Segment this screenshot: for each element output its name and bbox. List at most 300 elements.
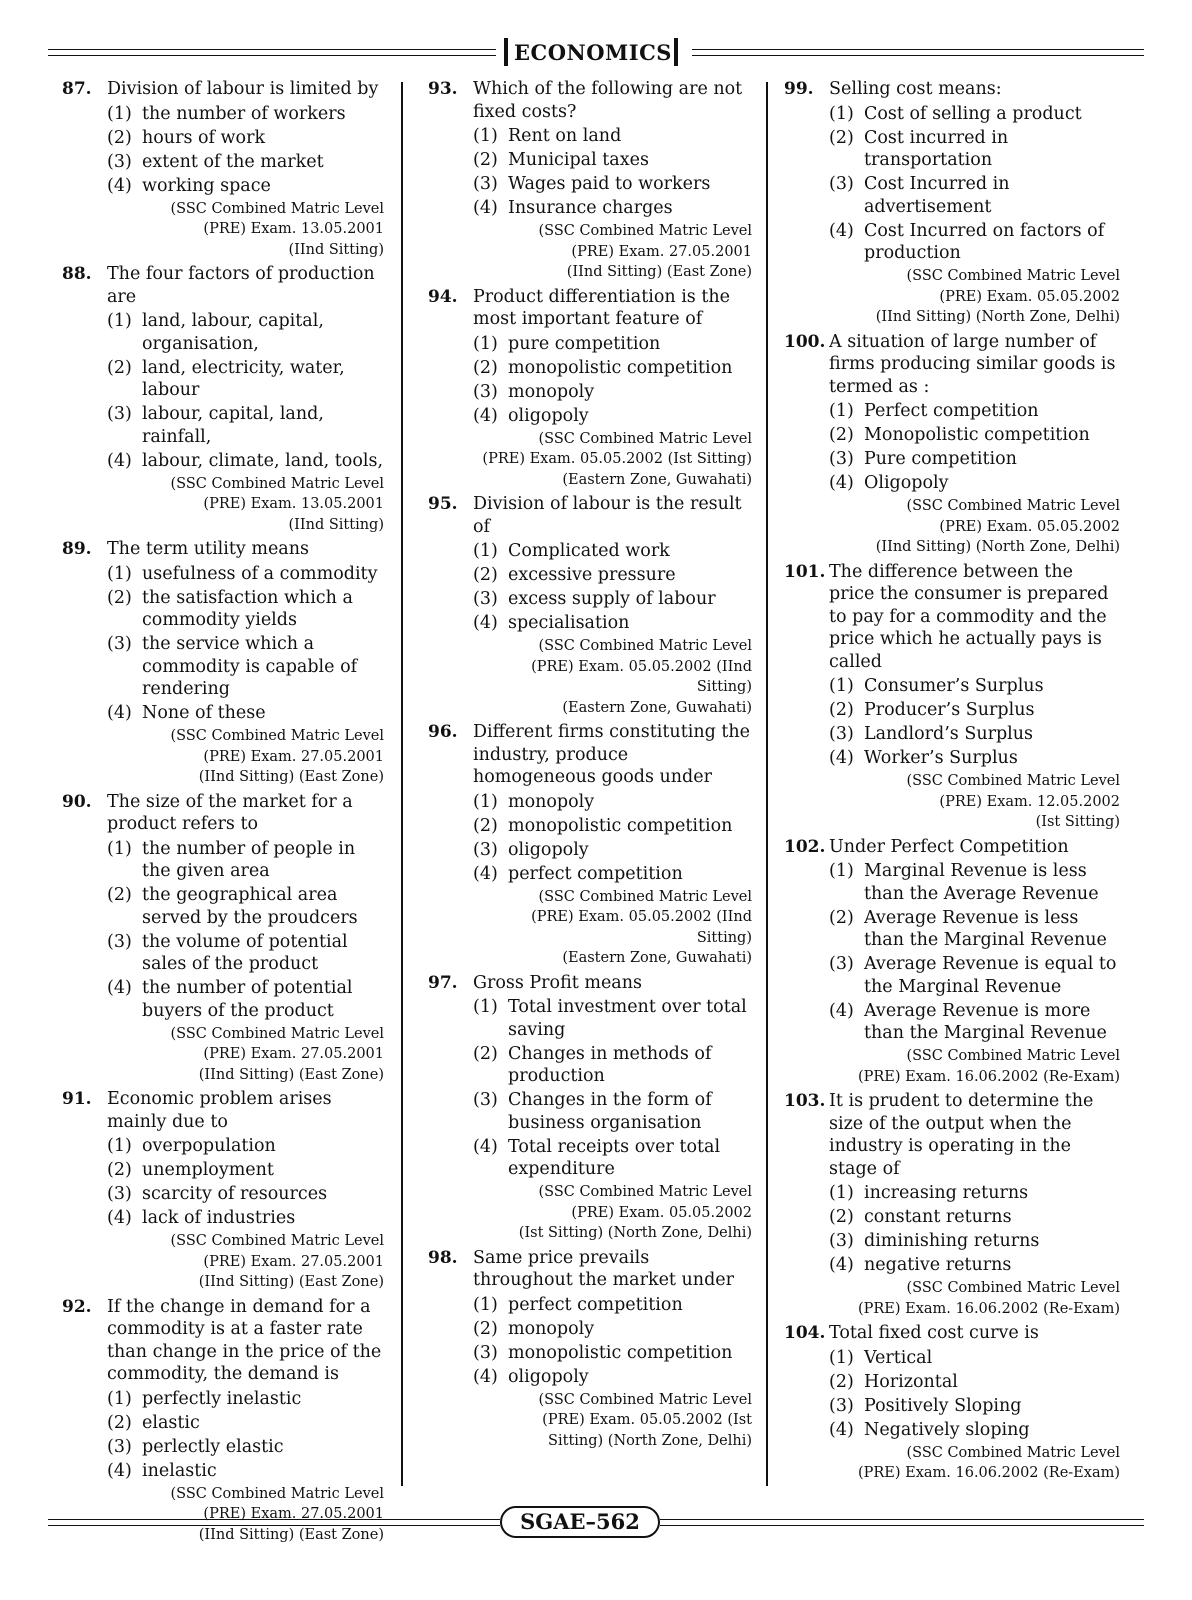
option-text: Marginal Revenue is less than the Average Revenue xyxy=(864,861,1099,904)
footer-rule-left xyxy=(48,1519,500,1526)
question-number: 96. xyxy=(428,722,458,742)
question-text: Different firms constituting the industry, produce homogeneous goods under xyxy=(473,722,751,787)
option-text: Wages paid to workers xyxy=(508,174,711,194)
answer-option xyxy=(107,884,384,929)
question xyxy=(428,493,752,718)
option-number: (1) xyxy=(473,1294,498,1315)
exam-source: (SSC Combined Matric Level (PRE) Exam. 13.05.2001 (IInd Sitting) xyxy=(170,200,384,258)
option-text: perfect competition xyxy=(508,1294,683,1315)
answer-option xyxy=(107,175,384,198)
question-text: Which of the following are not fixed costs? xyxy=(473,79,743,122)
option-text: pure competition xyxy=(508,333,661,354)
question xyxy=(784,331,1120,558)
question-number: 90. xyxy=(62,791,92,812)
option-text: Perfect competition xyxy=(864,401,1039,421)
answer-option xyxy=(107,450,384,473)
answer-option xyxy=(107,1183,384,1206)
answer-option xyxy=(107,563,384,586)
option-text: labour, climate, land, tools, xyxy=(142,450,384,471)
exam-source: (SSC Combined Matric Level (PRE) Exam. 05.05.2002 (IInd Sitting) (North Zone, Delhi) xyxy=(875,498,1120,555)
option-number: (4) xyxy=(829,748,854,768)
header-bar-right xyxy=(674,38,678,66)
option-text: constant returns xyxy=(864,1207,1012,1227)
answer-option xyxy=(473,333,752,356)
answer-option xyxy=(107,1135,384,1158)
page-header xyxy=(48,38,1144,68)
question xyxy=(62,538,384,788)
option-number: (3) xyxy=(107,634,132,654)
page-code-badge: SGAE–562 xyxy=(500,1506,660,1538)
option-number: (3) xyxy=(473,1342,498,1363)
answer-option xyxy=(107,977,384,1022)
question-text: Selling cost means: xyxy=(829,79,1002,99)
question xyxy=(784,78,1120,328)
question xyxy=(428,721,752,969)
answer-option xyxy=(107,151,384,174)
answer-option xyxy=(829,907,1120,952)
answer-option xyxy=(829,747,1120,770)
question-text: It is prudent to determine the size of the output when the industry is operating in the stage of xyxy=(829,1091,1094,1179)
option-text: Vertical xyxy=(864,1347,933,1368)
option-text: the number of potential buyers of the product xyxy=(142,978,353,1021)
option-number: (2) xyxy=(107,885,132,905)
option-text: Monopolistic competition xyxy=(864,425,1090,445)
option-text: Horizontal xyxy=(864,1371,958,1392)
column-divider xyxy=(766,82,768,1486)
answer-option xyxy=(473,1089,752,1134)
column-2 xyxy=(428,78,752,1454)
option-text: elastic xyxy=(142,1412,200,1433)
exam-source: (SSC Combined Matric Level (PRE) Exam. 05.05.2002 (IInd Sitting) (Eastern Zone, Guwahati) xyxy=(531,888,752,966)
option-text: increasing returns xyxy=(864,1183,1029,1203)
option-number: (2) xyxy=(829,907,854,928)
option-text: Oligopoly xyxy=(864,473,949,493)
answer-option xyxy=(107,838,384,883)
question-text: The term utility means xyxy=(107,539,309,559)
answer-option xyxy=(473,588,752,611)
option-text: land, electricity, water, labour xyxy=(142,357,345,400)
option-text: Pure competition xyxy=(864,449,1017,469)
answer-option xyxy=(107,1436,384,1459)
answer-option xyxy=(473,125,752,148)
option-number: (1) xyxy=(829,401,854,421)
option-number: (1) xyxy=(829,861,854,881)
option-number: (1) xyxy=(107,103,132,124)
option-number: (2) xyxy=(473,815,498,836)
option-number: (4) xyxy=(829,1255,854,1275)
exam-source: (SSC Combined Matric Level (PRE) Exam. 05.05.2002 (Ist Sitting) (Eastern Zone, Guwahati) xyxy=(482,430,752,488)
answer-option xyxy=(473,173,752,196)
answer-option xyxy=(107,587,384,632)
answer-option xyxy=(473,381,752,404)
answer-option xyxy=(473,1043,752,1088)
option-number: (2) xyxy=(473,357,498,378)
question xyxy=(784,1090,1120,1319)
question xyxy=(62,1088,384,1293)
option-text: oligopoly xyxy=(508,1366,589,1387)
answer-option xyxy=(473,1366,752,1389)
answer-option xyxy=(107,1207,384,1230)
answer-option xyxy=(473,612,752,635)
answer-option xyxy=(829,472,1120,495)
option-text: land, labour, capital, organisation, xyxy=(142,311,324,354)
option-number: (2) xyxy=(473,150,498,170)
question xyxy=(784,836,1120,1088)
option-number: (4) xyxy=(473,863,498,884)
answer-option xyxy=(829,173,1120,218)
question-text: Product differentiation is the most important feature of xyxy=(473,286,730,329)
option-number: (2) xyxy=(107,127,132,148)
option-text: monopoly xyxy=(508,381,595,402)
option-text: lack of industries xyxy=(142,1208,296,1228)
option-number: (3) xyxy=(473,174,498,194)
question-text: Division of labour is limited by xyxy=(107,79,379,99)
option-text: perfectly inelastic xyxy=(142,1388,302,1409)
exam-source: (SSC Combined Matric Level (PRE) Exam. 13.05.2001 (IInd Sitting) xyxy=(170,475,384,533)
question-text: If the change in demand for a commodity is at a faster rate than change in the price of the commodity, the demand is xyxy=(107,1296,382,1384)
option-number: (2) xyxy=(829,425,854,445)
option-text: Cost Incurred in advertisement xyxy=(864,174,1010,217)
option-number: (1) xyxy=(829,103,854,124)
option-text: Changes in methods of production xyxy=(508,1043,712,1086)
answer-option xyxy=(829,448,1120,471)
option-number: (1) xyxy=(829,1347,854,1368)
answer-option xyxy=(473,149,752,172)
question-number: 89. xyxy=(62,539,92,559)
question xyxy=(428,78,752,283)
option-number: (2) xyxy=(107,587,132,608)
option-number: (1) xyxy=(829,1183,854,1203)
question-text: Division of labour is the result of xyxy=(473,494,742,537)
option-text: Positively Sloping xyxy=(864,1395,1022,1416)
option-text: Negatively sloping xyxy=(864,1419,1030,1440)
question-number: 91. xyxy=(62,1089,92,1109)
option-number: (3) xyxy=(829,1231,854,1251)
question-text: The difference between the price the consumer is prepared to pay for a commodity and the price which he actually pays is called xyxy=(829,561,1109,672)
option-text: perlectly elastic xyxy=(142,1436,284,1457)
option-number: (3) xyxy=(829,174,854,194)
option-text: negative returns xyxy=(864,1255,1012,1275)
answer-option xyxy=(473,815,752,838)
answer-option xyxy=(829,1230,1120,1253)
exam-source: (SSC Combined Matric Level (PRE) Exam. 05.05.2002 (IInd Sitting) (Eastern Zone, Guwahati) xyxy=(531,638,752,716)
option-number: (3) xyxy=(473,839,498,860)
answer-option xyxy=(829,220,1120,265)
option-text: hours of work xyxy=(142,127,266,148)
column-3 xyxy=(784,78,1120,1487)
option-number: (1) xyxy=(473,791,498,812)
option-number: (4) xyxy=(107,175,132,196)
answer-option xyxy=(473,197,752,220)
question-number: 98. xyxy=(428,1247,458,1268)
option-number: (1) xyxy=(107,838,132,859)
answer-option xyxy=(829,1254,1120,1277)
option-number: (2) xyxy=(829,127,854,148)
option-number: (1) xyxy=(473,997,498,1017)
option-text: Insurance charges xyxy=(508,198,673,218)
answer-option xyxy=(107,403,384,448)
option-text: Rent on land xyxy=(508,126,622,146)
question-text: The size of the market for a product refers to xyxy=(107,791,353,834)
option-number: (1) xyxy=(107,1136,132,1156)
option-text: excess supply of labour xyxy=(508,589,716,609)
option-number: (4) xyxy=(107,978,132,998)
question xyxy=(784,1322,1120,1484)
option-number: (1) xyxy=(107,311,132,331)
option-number: (1) xyxy=(473,541,498,561)
option-number: (1) xyxy=(107,563,132,584)
answer-option xyxy=(829,103,1120,126)
option-text: Average Revenue is more than the Marginal Revenue xyxy=(864,1000,1107,1043)
answer-option xyxy=(473,405,752,428)
answer-option xyxy=(829,424,1120,447)
option-number: (1) xyxy=(473,126,498,146)
answer-option xyxy=(107,103,384,126)
question-number: 95. xyxy=(428,494,458,514)
question-number: 93. xyxy=(428,79,458,99)
option-number: (4) xyxy=(473,613,498,633)
question-number: 97. xyxy=(428,972,458,993)
option-number: (2) xyxy=(107,1160,132,1180)
option-text: Complicated work xyxy=(508,541,670,561)
answer-option xyxy=(473,1342,752,1365)
option-text: labour, capital, land, rainfall, xyxy=(142,404,324,447)
option-number: (4) xyxy=(107,703,132,723)
option-number: (1) xyxy=(107,1388,132,1409)
answer-option xyxy=(829,1395,1120,1418)
option-number: (4) xyxy=(473,1136,498,1157)
answer-option xyxy=(473,357,752,380)
option-number: (4) xyxy=(829,1000,854,1021)
option-number: (4) xyxy=(829,1419,854,1440)
option-number: (3) xyxy=(829,1395,854,1416)
option-text: inelastic xyxy=(142,1460,217,1481)
answer-option xyxy=(829,400,1120,423)
question-number: 99. xyxy=(784,79,814,99)
option-number: (2) xyxy=(829,1371,854,1392)
answer-option xyxy=(107,633,384,701)
header-bar-left xyxy=(504,38,508,66)
option-text: usefulness of a commodity xyxy=(142,563,378,584)
exam-source: (SSC Combined Matric Level (PRE) Exam. 27.05.2001 (IInd Sitting) (East Zone) xyxy=(170,1485,384,1543)
option-text: Total investment over total saving xyxy=(508,997,747,1040)
option-text: Cost Incurred on factors of production xyxy=(864,220,1105,263)
answer-option xyxy=(107,357,384,402)
answer-option xyxy=(107,1159,384,1182)
option-text: Cost of selling a product xyxy=(864,103,1082,124)
exam-source: (SSC Combined Matric Level (PRE) Exam. 27.05.2001 (IInd Sitting) (East Zone) xyxy=(538,223,752,280)
question-number: 101. xyxy=(784,561,826,582)
answer-option xyxy=(829,127,1120,172)
option-text: monopolistic competition xyxy=(508,815,733,836)
question xyxy=(62,263,384,535)
answer-option xyxy=(829,1182,1120,1205)
option-number: (4) xyxy=(829,220,854,241)
option-text: Worker’s Surplus xyxy=(864,748,1018,768)
question-text: Total fixed cost curve is xyxy=(829,1323,1039,1343)
option-text: Average Revenue is equal to the Marginal Revenue xyxy=(864,954,1117,997)
option-number: (3) xyxy=(829,724,854,744)
option-number: (3) xyxy=(107,931,132,952)
option-number: (2) xyxy=(473,1043,498,1064)
question-text: Under Perfect Competition xyxy=(829,836,1069,857)
answer-option xyxy=(473,839,752,862)
answer-option xyxy=(107,931,384,976)
option-number: (3) xyxy=(473,1090,498,1110)
exam-source: (SSC Combined Matric Level (PRE) Exam. 27.05.2001 (IInd Sitting) (East Zone) xyxy=(170,1025,384,1083)
question-number: 94. xyxy=(428,286,458,307)
answer-option xyxy=(473,863,752,886)
option-number: (3) xyxy=(473,589,498,609)
answer-option xyxy=(107,1460,384,1483)
question-number: 100. xyxy=(784,331,826,352)
option-text: Total receipts over total expenditure xyxy=(508,1136,721,1179)
option-text: Cost incurred in transportation xyxy=(864,127,1009,170)
option-text: working space xyxy=(142,175,271,196)
option-number: (2) xyxy=(829,1207,854,1227)
answer-option xyxy=(473,1318,752,1341)
header-rule-right xyxy=(692,49,1144,56)
option-number: (4) xyxy=(473,1366,498,1387)
answer-option xyxy=(829,1000,1120,1045)
question-text: A situation of large number of firms producing similar goods is termed as : xyxy=(829,331,1116,397)
option-text: Municipal taxes xyxy=(508,150,649,170)
question xyxy=(784,561,1120,833)
header-rule-left xyxy=(48,49,496,56)
option-text: oligopoly xyxy=(508,839,589,860)
option-number: (4) xyxy=(473,198,498,218)
exam-source: (SSC Combined Matric Level (PRE) Exam. 16.06.2002 (Re-Exam) xyxy=(857,1280,1120,1317)
question-text: Same price prevails throughout the market under xyxy=(473,1247,734,1290)
exam-source: (SSC Combined Matric Level (PRE) Exam. 12.05.2002 (Ist Sitting) xyxy=(906,773,1120,830)
option-number: (4) xyxy=(829,473,854,493)
answer-option xyxy=(107,1412,384,1435)
option-text: the service which a commodity is capable of rendering xyxy=(142,634,358,699)
option-text: Landlord’s Surplus xyxy=(864,724,1034,744)
question xyxy=(428,972,752,1244)
answer-option xyxy=(829,1206,1120,1229)
exam-source: (SSC Combined Matric Level (PRE) Exam. 16.06.2002 (Re-Exam) xyxy=(857,1048,1120,1085)
exam-source: (SSC Combined Matric Level (PRE) Exam. 16.06.2002 (Re-Exam) xyxy=(857,1444,1120,1481)
option-number: (4) xyxy=(107,450,132,471)
question-text: The four factors of production are xyxy=(107,264,375,307)
option-text: monopoly xyxy=(508,1318,595,1339)
option-text: the number of people in the given area xyxy=(142,838,356,881)
question-number: 92. xyxy=(62,1296,92,1317)
option-number: (4) xyxy=(473,405,498,426)
option-number: (3) xyxy=(473,381,498,402)
option-text: extent of the market xyxy=(142,151,324,172)
answer-option xyxy=(473,540,752,563)
option-text: the satisfaction which a commodity yields xyxy=(142,587,353,630)
question-number: 103. xyxy=(784,1091,826,1111)
option-text: the volume of potential sales of the product xyxy=(142,931,348,974)
option-number: (3) xyxy=(107,1184,132,1204)
option-number: (2) xyxy=(107,357,132,378)
option-text: None of these xyxy=(142,703,266,723)
answer-option xyxy=(829,953,1120,998)
question xyxy=(428,286,752,491)
option-text: oligopoly xyxy=(508,405,589,426)
answer-option xyxy=(107,1388,384,1411)
option-number: (2) xyxy=(829,700,854,720)
option-text: the geographical area served by the proudcers xyxy=(142,885,358,928)
exam-source: (SSC Combined Matric Level (PRE) Exam. 27.05.2001 (IInd Sitting) (East Zone) xyxy=(170,1233,384,1290)
question-number: 102. xyxy=(784,836,826,857)
option-number: (3) xyxy=(829,954,854,974)
answer-option xyxy=(473,564,752,587)
option-number: (4) xyxy=(107,1460,132,1481)
answer-option xyxy=(473,996,752,1041)
option-number: (1) xyxy=(473,333,498,354)
option-text: specialisation xyxy=(508,613,630,633)
question xyxy=(62,78,384,260)
exam-source: (SSC Combined Matric Level (PRE) Exam. 05.05.2002 (Ist Sitting) (North Zone, Delhi) xyxy=(538,1391,752,1449)
answer-option xyxy=(473,791,752,814)
question-text: Gross Profit means xyxy=(473,972,642,993)
option-text: excessive pressure xyxy=(508,565,676,585)
answer-option xyxy=(473,1294,752,1317)
footer-rule-right xyxy=(660,1519,1144,1526)
answer-option xyxy=(829,860,1120,905)
answer-option xyxy=(107,127,384,150)
option-number: (2) xyxy=(473,565,498,585)
option-number: (4) xyxy=(107,1208,132,1228)
option-number: (3) xyxy=(107,404,132,424)
answer-option xyxy=(829,1371,1120,1394)
answer-option xyxy=(829,1347,1120,1370)
answer-option xyxy=(829,675,1120,698)
question-number: 87. xyxy=(62,79,92,99)
option-text: the number of workers xyxy=(142,103,346,124)
option-text: overpopulation xyxy=(142,1136,276,1156)
option-text: Consumer’s Surplus xyxy=(864,676,1044,696)
option-text: Producer’s Surplus xyxy=(864,700,1035,720)
question-number: 88. xyxy=(62,264,92,284)
column-1 xyxy=(62,78,384,1548)
column-divider xyxy=(401,82,403,1486)
option-number: (3) xyxy=(829,449,854,469)
answer-option xyxy=(829,723,1120,746)
option-text: Changes in the form of business organisation xyxy=(508,1090,712,1133)
question xyxy=(428,1247,752,1452)
option-text: monopolistic competition xyxy=(508,357,733,378)
exam-source: (SSC Combined Matric Level (PRE) Exam. 27.05.2001 (IInd Sitting) (East Zone) xyxy=(170,728,384,785)
page-footer xyxy=(48,1506,1144,1540)
answer-option xyxy=(829,1419,1120,1442)
option-text: perfect competition xyxy=(508,863,683,884)
option-text: Average Revenue is less than the Marginal Revenue xyxy=(864,907,1107,950)
option-text: scarcity of resources xyxy=(142,1184,328,1204)
option-number: (2) xyxy=(107,1412,132,1433)
option-text: unemployment xyxy=(142,1160,274,1180)
option-text: monopoly xyxy=(508,791,595,812)
option-number: (3) xyxy=(107,1436,132,1457)
option-text: diminishing returns xyxy=(864,1231,1040,1251)
answer-option xyxy=(829,699,1120,722)
question xyxy=(62,791,384,1086)
option-number: (2) xyxy=(473,1318,498,1339)
question-text: Economic problem arises mainly due to xyxy=(107,1089,332,1132)
option-text: monopolistic competition xyxy=(508,1342,733,1363)
option-number: (3) xyxy=(107,151,132,172)
option-number: (1) xyxy=(829,676,854,696)
answer-option xyxy=(107,310,384,355)
exam-source: (SSC Combined Matric Level (PRE) Exam. 05.05.2002 (IInd Sitting) (North Zone, Delhi) xyxy=(875,268,1120,325)
answer-option xyxy=(107,702,384,725)
exam-source: (SSC Combined Matric Level (PRE) Exam. 05.05.2002 (Ist Sitting) (North Zone, Delhi) xyxy=(518,1184,752,1241)
page-title: ECONOMICS xyxy=(514,40,672,65)
